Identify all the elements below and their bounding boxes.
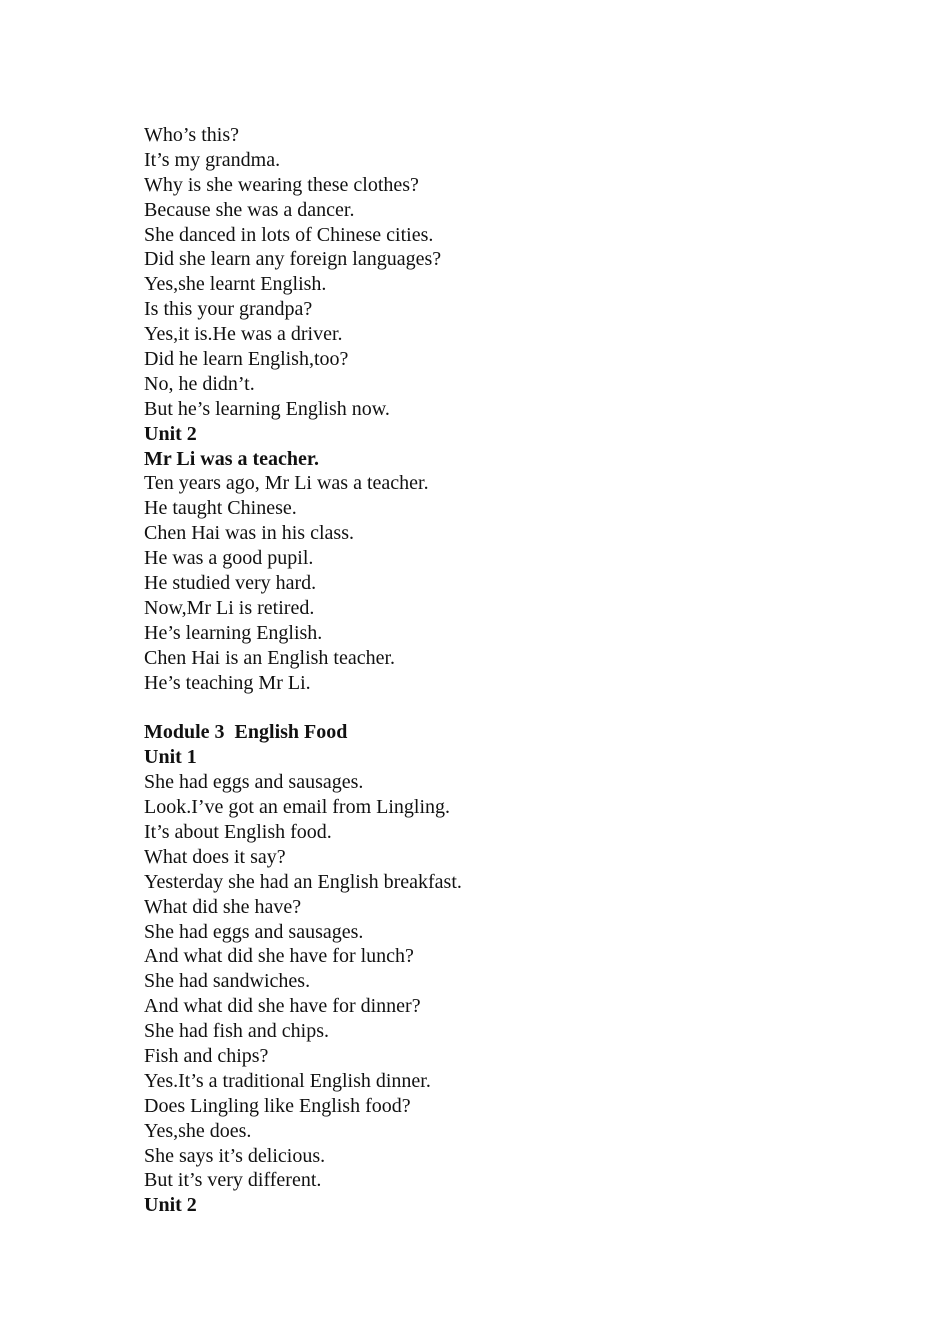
text-line: What does it say? — [144, 845, 286, 868]
text-line: No, he didn’t. — [144, 372, 255, 395]
section-heading: Unit 2 — [144, 422, 197, 445]
text-line: Fish and chips? — [144, 1044, 269, 1067]
section-heading: Unit 1 — [144, 746, 197, 769]
text-line: He’s learning English. — [144, 621, 323, 644]
text-line: He taught Chinese. — [144, 497, 297, 520]
text-line: Chen Hai is an English teacher. — [144, 646, 396, 669]
text-line: And what did she have for dinner? — [144, 995, 421, 1018]
text-line: It’s my grandma. — [144, 148, 281, 171]
text-line: He was a good pupil. — [144, 547, 314, 570]
text-line: Chen Hai was in his class. — [144, 522, 354, 545]
text-line: Yesterday she had an English breakfast. — [144, 870, 462, 893]
blank-line — [144, 695, 864, 720]
text-line: She had sandwiches. — [144, 970, 311, 993]
text-line: She had fish and chips. — [144, 1020, 329, 1043]
text-line: Did he learn English,too? — [144, 348, 349, 371]
text-line: She says it’s delicious. — [144, 1144, 326, 1167]
text-line: Ten years ago, Mr Li was a teacher. — [144, 472, 429, 495]
text-line: It’s about English food. — [144, 820, 332, 843]
text-line: Look.I’ve got an email from Lingling. — [144, 796, 451, 819]
text-line: Who’s this? — [144, 124, 239, 146]
text-line: What did she have? — [144, 895, 302, 918]
text-line: Does Lingling like English food? — [144, 1094, 411, 1117]
text-line: Yes,she learnt English. — [144, 273, 327, 296]
text-line: Why is she wearing these clothes? — [144, 173, 419, 196]
text-line: He studied very hard. — [144, 572, 317, 595]
text-line: And what did she have for lunch? — [144, 945, 414, 968]
text-line: He’s teaching Mr Li. — [144, 671, 311, 694]
section-heading: Unit 2 — [144, 1194, 197, 1217]
text-line: She danced in lots of Chinese cities. — [144, 223, 434, 246]
text-line: Yes,she does. — [144, 1119, 252, 1142]
text-line: She had eggs and sausages. — [144, 920, 364, 943]
text-line: But he’s learning English now. — [144, 397, 390, 420]
text-line: Because she was a dancer. — [144, 198, 355, 221]
text-line: Yes.It’s a traditional English dinner. — [144, 1069, 431, 1092]
text-line: Yes,it is.He was a driver. — [144, 323, 343, 346]
text-line: Did she learn any foreign languages? — [144, 248, 442, 271]
text-line: Now,Mr Li is retired. — [144, 596, 315, 619]
document-page — [144, 123, 864, 1218]
section-heading: Module 3 English Food — [144, 721, 348, 744]
section-heading: Mr Li was a teacher. — [144, 447, 319, 470]
text-line: Is this your grandpa? — [144, 298, 313, 321]
text-line: But it’s very different. — [144, 1169, 322, 1192]
text-line: She had eggs and sausages. — [144, 771, 364, 794]
